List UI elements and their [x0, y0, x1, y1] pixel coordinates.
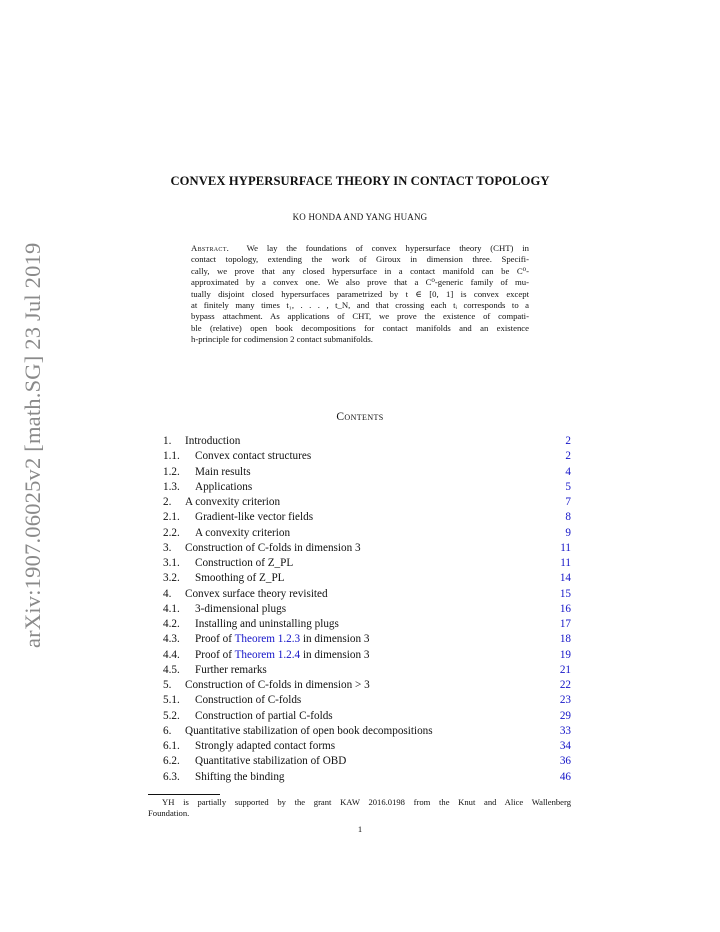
toc-entry-number: 5.: [163, 679, 172, 691]
paper-title: CONVEX HYPERSURFACE THEORY IN CONTACT TOPOLOGY: [170, 174, 550, 188]
toc-entry-title: Strongly adapted contact forms: [195, 740, 336, 752]
toc-entry-title: A convexity criterion: [195, 526, 291, 539]
toc-page-link[interactable]: 16: [559, 602, 571, 615]
toc-entry-title: Installing and uninstalling plugs: [195, 618, 339, 630]
toc-entry-title: Main results: [195, 465, 251, 478]
toc-entry-title: Shifting the binding: [195, 770, 285, 783]
toc-entry-title: Smoothing of Z_PL: [195, 572, 285, 585]
toc-page-link[interactable]: 17: [559, 618, 571, 630]
footnote-line: Foundation.: [148, 808, 190, 819]
toc-entry-title: Construction of C-folds in dimension > 3: [185, 679, 370, 691]
toc-entry-number: 1.3.: [163, 480, 180, 493]
toc-page-link[interactable]: 18: [559, 633, 571, 646]
toc-page-link[interactable]: 2: [565, 450, 571, 463]
toc-entry-number: 4.4.: [163, 648, 180, 661]
toc-page-link[interactable]: 15: [559, 587, 571, 600]
toc-entry[interactable]: [163, 678, 571, 693]
abstract: [191, 243, 529, 346]
toc-entry-number: 6.2.: [163, 755, 180, 768]
toc-entry-number: 6.: [163, 724, 172, 737]
toc-entry-title: Convex surface theory revisited: [185, 587, 328, 600]
toc-entry-title: Further remarks: [195, 663, 267, 676]
toc-entry[interactable]: [163, 465, 571, 480]
contents-heading: Contents: [336, 411, 384, 423]
abstract-line: ble (relative) open book decompositions for contact manifolds and an existence: [191, 322, 529, 333]
toc-page-link[interactable]: 19: [559, 648, 571, 661]
footnote-rule: [148, 794, 220, 795]
toc-entry[interactable]: [163, 663, 571, 678]
toc-entry[interactable]: [163, 571, 571, 586]
toc-entry-title: Construction of C-folds in dimension 3: [185, 541, 361, 554]
toc-entry-number: 5.1.: [163, 694, 180, 707]
toc-entry-number: 6.1.: [163, 740, 180, 752]
footnote: [148, 797, 571, 820]
toc-page-link[interactable]: 21: [559, 663, 571, 676]
toc-page-link[interactable]: 11: [560, 557, 571, 569]
toc-entry-number: 1.1.: [163, 450, 180, 463]
toc-entry-number: 1.2.: [163, 465, 180, 478]
toc-entry[interactable]: [163, 556, 571, 571]
toc-entry[interactable]: [163, 526, 571, 541]
toc-entry[interactable]: [163, 739, 571, 754]
toc-page-link[interactable]: 33: [559, 724, 571, 737]
toc-entry-title: Quantitative stabilization of OBD: [195, 755, 347, 768]
authors: KO HONDA AND YANG HUANG: [292, 212, 428, 222]
toc-entry-title: Introduction: [185, 435, 241, 447]
toc-entry-number: 6.3.: [163, 770, 180, 783]
toc-entry-number: 4.2.: [163, 618, 180, 630]
theorem-link[interactable]: Theorem 1.2.4: [234, 648, 301, 661]
toc-entry-title: Convex contact structures: [195, 450, 312, 463]
toc-entry-title: Proof of Theorem 1.2.4 in dimension 3: [195, 648, 370, 661]
toc-entry-number: 2.2.: [163, 526, 180, 539]
toc-entry-number: 2.: [163, 496, 172, 508]
abstract-line: h-principle for codimension 2 contact submanifolds.: [191, 334, 373, 345]
page-number: 1: [357, 824, 363, 834]
theorem-link[interactable]: Theorem 1.2.3: [234, 633, 301, 646]
toc-page-link[interactable]: 11: [560, 541, 571, 554]
abstract-line: approximated by a convex one. We also prove that a C⁰-generic family of mu-: [191, 277, 529, 288]
toc-entry[interactable]: [163, 754, 571, 769]
toc-entry-number: 4.1.: [163, 602, 180, 615]
toc-entry-number: 1.: [163, 435, 172, 447]
toc-entry[interactable]: [163, 480, 571, 495]
toc-entry-title: 3-dimensional plugs: [195, 602, 287, 615]
toc-entry-title: Gradient-like vector fields: [195, 511, 314, 524]
toc-page-link[interactable]: 46: [559, 770, 571, 783]
toc-page-link[interactable]: 23: [559, 694, 571, 707]
toc-entry-number: 3.1.: [163, 557, 180, 569]
toc-entry[interactable]: [163, 449, 571, 464]
toc-entry[interactable]: [163, 709, 571, 724]
toc-page-link[interactable]: 14: [559, 572, 571, 585]
toc-entry-title: Construction of C-folds: [195, 694, 302, 707]
toc-entry-title: Construction of partial C-folds: [195, 709, 333, 722]
footnote-line: YH is partially supported by the grant KAW 2016.0198 from the Knut and Alice Wallenberg: [162, 797, 571, 807]
toc-entry-title: Construction of Z_PL: [195, 557, 294, 569]
table-of-contents: [163, 434, 571, 785]
toc-entry-number: 4.3.: [163, 633, 180, 646]
toc-entry[interactable]: [163, 602, 571, 617]
toc-page-link[interactable]: 7: [565, 496, 571, 508]
toc-page-link[interactable]: 2: [565, 435, 571, 447]
toc-entry-title: Applications: [195, 480, 253, 493]
toc-entry-title: A convexity criterion: [185, 496, 281, 508]
abstract-label: Abstract.: [191, 243, 230, 253]
toc-entry[interactable]: [163, 587, 571, 602]
toc-entry[interactable]: [163, 495, 571, 510]
toc-entry[interactable]: [163, 770, 571, 785]
abstract-line: contact topology, extending the work of Giroux in dimension three. Specifi-: [191, 254, 529, 265]
toc-entry[interactable]: [163, 617, 571, 632]
toc-entry-number: 2.1.: [163, 511, 180, 524]
toc-entry[interactable]: [163, 434, 571, 449]
toc-entry-number: 4.5.: [163, 663, 180, 676]
toc-entry-number: 5.2.: [163, 709, 180, 722]
toc-page-link[interactable]: 29: [559, 709, 571, 722]
abstract-line: at finitely many times t₁, . . . , t_N, and that crossing each tᵢ corresponds to a: [191, 300, 529, 311]
toc-page-link[interactable]: 8: [565, 511, 571, 524]
toc-entry-number: 4.: [163, 587, 172, 600]
toc-entry-number: 3.: [163, 541, 172, 554]
toc-page-link[interactable]: 34: [559, 740, 571, 752]
toc-entry-title: Proof of Theorem 1.2.3 in dimension 3: [195, 633, 370, 646]
abstract-line: tually disjoint closed hypersurfaces parametrized by t ∈ [0, 1] is convex except: [191, 288, 529, 299]
arxiv-identifier: arXiv:1907.06025v2 [math.SG] 23 Jul 2019: [20, 242, 45, 648]
toc-entry-number: 3.2.: [163, 572, 180, 585]
toc-entry[interactable]: [163, 632, 571, 647]
toc-entry[interactable]: [163, 648, 571, 663]
toc-entry[interactable]: [163, 693, 571, 708]
toc-page-link[interactable]: 36: [559, 755, 571, 768]
toc-page-link[interactable]: 5: [565, 480, 571, 493]
abstract-line: Abstract. We lay the foundations of convex hypersurface theory (CHT) in: [191, 243, 529, 253]
toc-entry[interactable]: [163, 541, 571, 556]
toc-page-link[interactable]: 22: [559, 679, 571, 691]
toc-entry-title: Quantitative stabilization of open book decompositions: [185, 724, 433, 737]
abstract-line: cally, we prove that any closed hypersurface in a contact manifold can be C⁰-: [191, 265, 529, 276]
toc-entry[interactable]: [163, 724, 571, 739]
abstract-line: bypass attachment. As applications of CHT, we prove the existence of compati-: [191, 311, 529, 322]
toc-page-link[interactable]: 4: [565, 465, 571, 478]
toc-entry[interactable]: [163, 510, 571, 525]
toc-page-link[interactable]: 9: [565, 526, 571, 539]
